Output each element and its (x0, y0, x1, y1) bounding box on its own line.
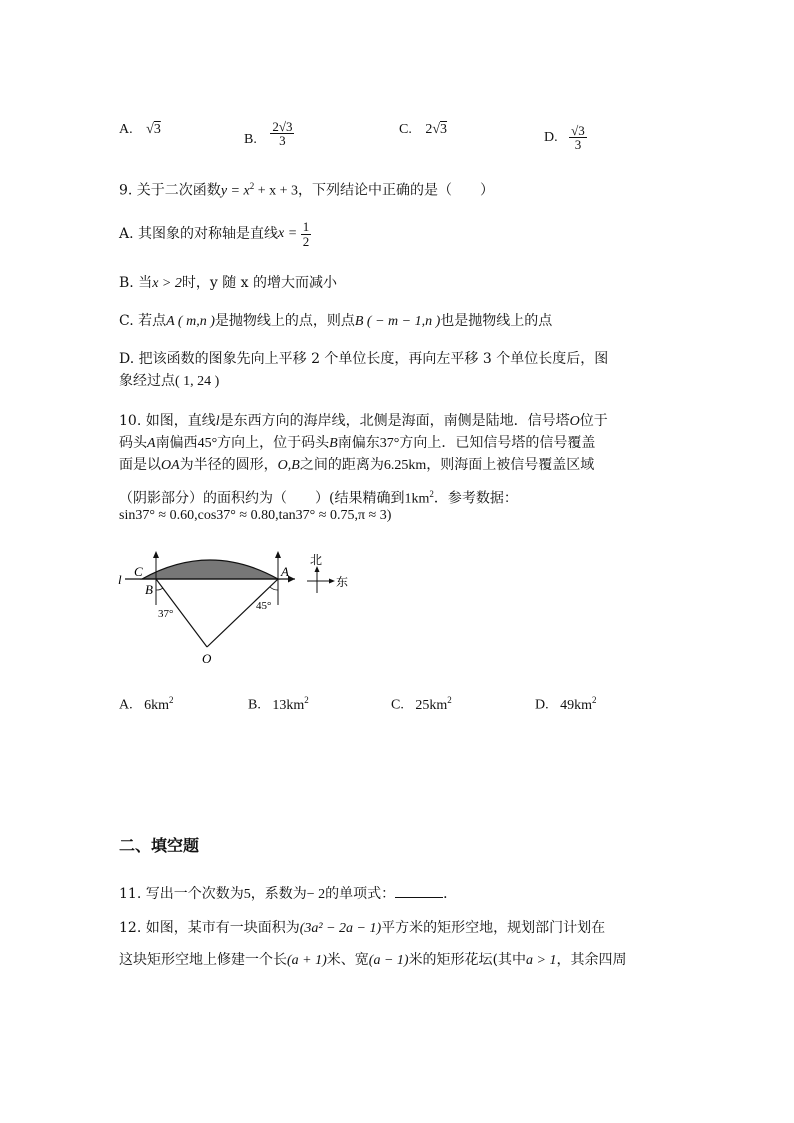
q10-option-c: C. $25km^2$ (391, 695, 452, 713)
fraction-numerator: √3 (571, 122, 585, 138)
q8-option-b (244, 108, 294, 148)
q9-option-a: A. 其图象的对称轴是直线x = $\frac{1}{2}$ (119, 219, 310, 249)
q12-line1: 12. 如图，某市有一块面积为(3a² − 2a − 1)平方米的矩形空地，规划部门计划在 (119, 920, 606, 936)
fraction (569, 124, 587, 152)
label-b: B (145, 582, 153, 597)
segment-oa (207, 579, 278, 647)
north-arrow-b (153, 551, 159, 558)
q8-option-c (399, 122, 447, 138)
q10-line1: 10. 如图，直线l是东西方向的海岸线，北侧是海面，南侧是陆地．信号塔O位于 (119, 413, 608, 429)
q9-option-d-line2: 象经过点( 1, 24 ) (119, 373, 220, 389)
compass-north-label: 北 (310, 553, 323, 567)
option-label: C. (399, 122, 412, 137)
q9-option-d-line1: D. 把该函数的图象先向上平移 2 个单位长度，再向左平移 3 个单位长度后，图 (119, 351, 609, 367)
q10-line5: sin37° ≈ 0.60,cos37° ≈ 0.80,tan37° ≈ 0.75,π ≈ 3) (119, 508, 392, 523)
fraction-denominator: 3 (279, 133, 286, 149)
coastline-arrow (288, 576, 295, 583)
q9-option-b: B. 当x > 2时，y 随 x 的增大而减小 (119, 275, 338, 291)
label-l: l (118, 572, 122, 587)
angle-arc-a (270, 587, 278, 590)
angle-arc-b (156, 588, 163, 590)
option-label: B. (244, 132, 257, 147)
sqrt-expression: 2√3 (425, 122, 448, 137)
q9-option-c: C. 若点A ( m,n )是抛物线上的点，则点B ( − m − 1,n )也是抛物线上的点 (119, 313, 553, 329)
compass-east-label: 东 (336, 575, 349, 589)
shaded-region (142, 560, 278, 579)
q8-option-d (544, 106, 587, 152)
section-heading: 二、填空题 (119, 836, 200, 855)
q10-option-b: B. $13km^2$ (248, 695, 309, 713)
compass-east-arrow (329, 579, 335, 584)
q10-line4: （阴影部分）的面积约为（ ）(结果精确到$1km^2$．参考数据： (119, 489, 518, 507)
q10-option-a: A. $6km^2$ (119, 695, 174, 713)
label-a: A (281, 564, 289, 579)
q10-option-d: D. $49km^2$ (535, 695, 597, 713)
label-o: O (202, 651, 212, 666)
q12-line2: 这块矩形空地上修建一个长(a + 1)米、宽(a − 1)米的矩形花坛(其中a > 1，其余四周 (119, 952, 627, 968)
option-label: A. (119, 122, 133, 137)
fraction-numerator: 2√3 (272, 118, 293, 134)
fraction (270, 120, 294, 148)
label-c: C (134, 564, 143, 579)
q8-option-a (119, 122, 161, 138)
q10-line2: 码头A南偏西45°方向上，位于码头B南偏东37°方向上．已知信号塔的信号覆盖 (119, 435, 596, 451)
sqrt-expression: √3 (146, 122, 161, 137)
option-label: D. (544, 130, 558, 145)
q9-stem: 9. 关于二次函数$y = x^2 + x + 3$，下列结论中正确的是（ ） (119, 181, 494, 199)
q10-figure (110, 545, 360, 670)
answer-blank[interactable] (395, 885, 443, 898)
north-arrow-a (275, 551, 281, 558)
angle-label-b: 37° (158, 608, 174, 620)
q10-line3: 面是以OA为半径的圆形，O,B之间的距离为6.25km，则海面上被信号覆盖区域 (119, 457, 595, 473)
angle-label-a: 45° (256, 600, 272, 612)
q11: 11. 写出一个次数为5，系数为− 2的单项式： ． (119, 886, 458, 902)
fraction: $\frac{1}{2}$ (302, 219, 310, 249)
fraction-denominator: 3 (574, 137, 582, 153)
